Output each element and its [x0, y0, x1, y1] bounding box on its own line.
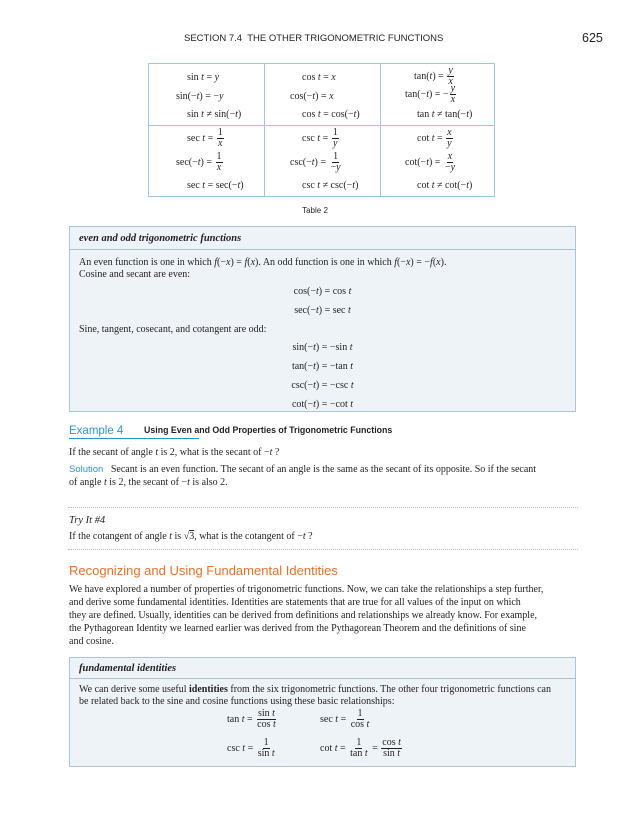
fundamental-identities-box: [69, 657, 576, 767]
example-solution: Solution Secant is an even function. The secant of an angle is the same as the secant of its opposite. So if the secant: [69, 464, 537, 475]
even-odd-definition-box: [69, 226, 576, 412]
table-cell: tan(t) = $\frac{y}{x}$: [414, 65, 453, 87]
example-title: Using Even and Odd Properties of Trigonometric Functions: [144, 425, 393, 435]
fund-text: be related back to the sine and cosine functions using these basic relationships:: [79, 696, 395, 707]
fund-text: We can derive some useful identities from the six trigonometric functions. The other four trigonometric functions can: [79, 684, 551, 695]
solution-label: Solution: [69, 464, 104, 475]
page-number: 625: [582, 31, 603, 45]
odd-label: Sine, tangent, cosecant, and cotangent are odd:: [79, 324, 267, 335]
section-header: SECTION 7.4 THE OTHER TRIGONOMETRIC FUNCTIONS: [184, 33, 444, 44]
section-title: Recognizing and Using Fundamental Identities: [69, 563, 338, 578]
example-question: If the secant of angle t is 2, what is the secant of −t ?: [69, 447, 280, 458]
table-cell: cot t = $\frac{x}{y}$: [417, 127, 452, 149]
paragraph-line: and cosine.: [69, 636, 114, 647]
equation: cot(−t) = −cot t: [291, 399, 354, 410]
table-cell: sin t ≠ sin(−t): [187, 109, 242, 120]
box-title: even and odd trigonometric functions: [79, 233, 242, 244]
table-cell: csc(−t) = $\frac{1}{-y}$: [290, 151, 341, 173]
paragraph-line: We have explored a number of properties of trigonometric functions. Now, we can take the relationships a step further,: [69, 584, 544, 595]
equation: sin(−t) = −sin t: [292, 342, 353, 353]
tryit-question: If the cotangent of angle t is √3, what is the cotangent of −t ?: [69, 531, 313, 542]
table-cell: sec t = $\frac{1}{x}$: [187, 127, 223, 149]
table-cell: csc t = $\frac{1}{y}$: [302, 127, 338, 149]
table-cell: cos t = x: [302, 72, 336, 83]
table-cell: sin(−t) = −y: [176, 91, 224, 102]
equation: csc(−t) = −csc t: [291, 380, 354, 391]
box-title: fundamental identities: [79, 663, 177, 674]
equation: csc t = $\frac{1}{\text{sin t}}$: [227, 737, 275, 759]
paragraph-line: they are defined. Usually, identities can be derived from definitions and relationships we already know. For example,: [69, 610, 538, 621]
table-cell: cot(−t) = $\frac{x}{-y}$: [405, 151, 456, 173]
even-label: Cosine and secant are even:: [79, 269, 191, 280]
paragraph-line: the Pythagorean Identity we learned earlier was derived from the Pythagorean Theorem and the definitions of sine: [69, 623, 526, 634]
table-cell: cos t = cos(−t): [302, 109, 360, 120]
table-cell: tan(−t) = − $\frac{y}{x}$: [405, 83, 456, 105]
even-odd-intro: An even function is one in which f(−x) = f(x). An odd function is one in which f(−x) = −f(x).: [79, 257, 447, 268]
paragraph-line: and derive some fundamental identities. Identities are statements that are true for all values of the input on which: [69, 597, 521, 608]
table-cell: tan t ≠ tan(−t): [417, 109, 473, 120]
equation: tan(−t) = −tan t: [291, 361, 354, 372]
table-cell: csc t ≠ csc(−t): [302, 180, 359, 191]
table-cell: cos(−t) = x: [290, 91, 334, 102]
tryit-label: Try It #4: [69, 515, 106, 526]
equation: cot t = $\frac{1}{\text{tan t}}$ = $\frac{\text{cos t}}{\text{sin t}}$: [320, 737, 401, 759]
table-cell: sec t = sec(−t): [187, 180, 244, 191]
equation: cos(−t) = cos t: [293, 286, 352, 297]
trig-identities-table: [148, 63, 495, 197]
example-label: Example 4: [69, 425, 124, 437]
equation: tan t = $\frac{\text{sin t}}{\text{cos t}}$: [227, 708, 276, 730]
example-solution-cont: of angle t is 2, the secant of −t is also 2.: [69, 477, 228, 488]
table-cell: sec(−t) = $\frac{1}{x}$: [176, 151, 222, 173]
equation: sec(−t) = sec t: [294, 305, 351, 316]
running-header: [0, 33, 630, 47]
table-cell: cot t ≠ cot(−t): [417, 180, 473, 191]
table-caption: Table 2: [302, 206, 328, 215]
equation: sec t = $\frac{1}{\text{cos t}}$: [320, 708, 370, 730]
table-cell: sin t = y: [187, 72, 220, 83]
